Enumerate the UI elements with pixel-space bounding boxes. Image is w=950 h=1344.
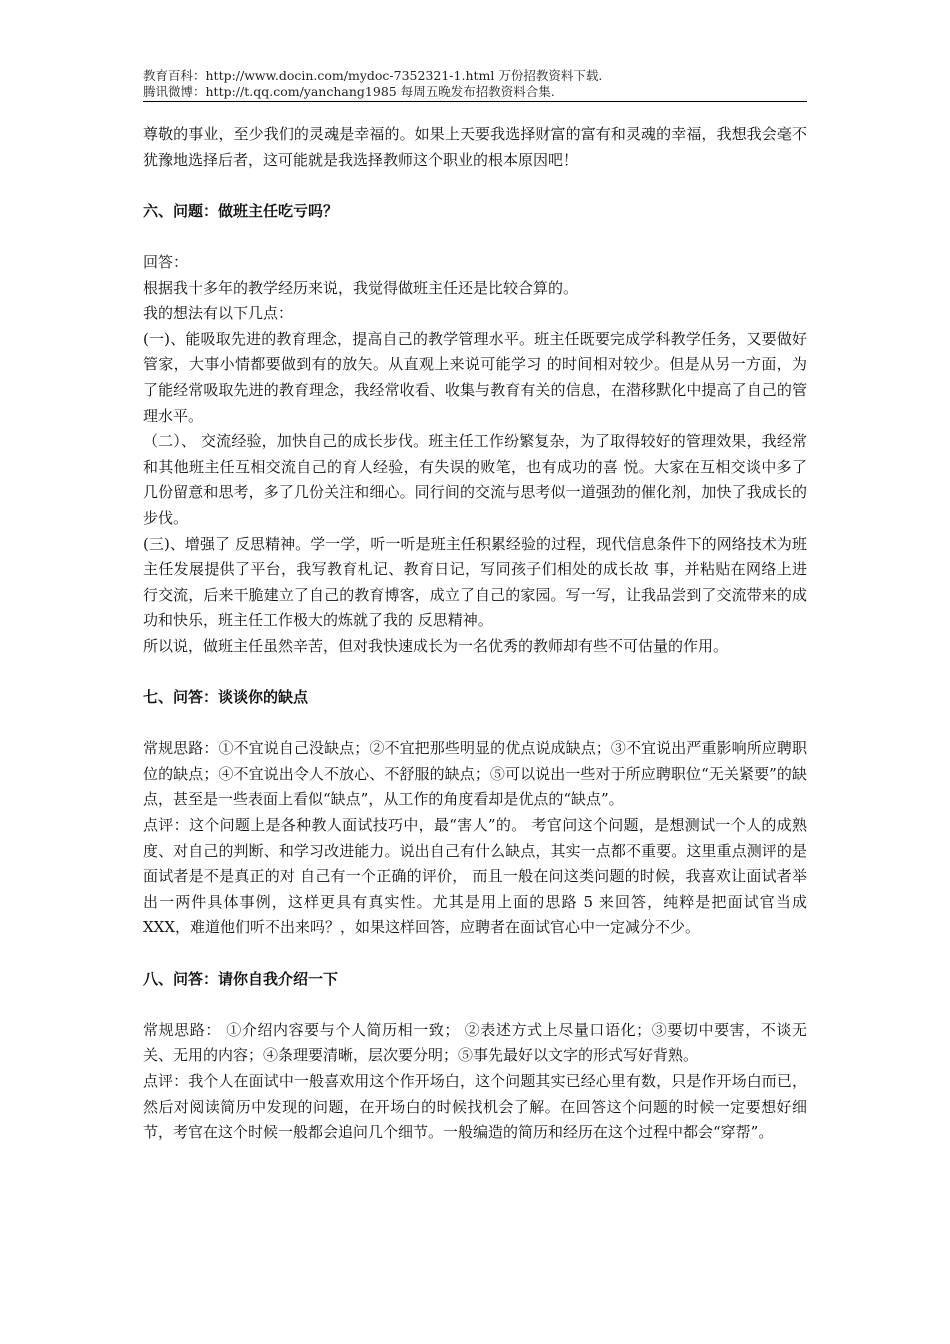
section6-answer-label: 回答： (143, 252, 189, 271)
section7-title: 七、问答：谈谈你的缺点 (143, 688, 309, 707)
section8-title: 八、问答：请你自我介绍一下 (143, 969, 339, 988)
section8-paragraph-2: 点评：我个人在面试中一般喜欢用这个作开场白，这个问题其实已经心里有数，只是作开场白而已，然后对阅读简历中发现的问题，在开场白的时候找机会了解。在回答这个问题的时候一定要想好细节，考官在这个时候一般都会追问几个细节。一般编造的简历和经历在这个过程中都会“穿帮”。 (143, 1071, 807, 1142)
section6-paragraph-2: 我的想法有以下几点： (143, 304, 294, 323)
section7-paragraph-2: 点评：这个问题上是各种教人面试技巧中，最“害人”的。 考官问这个问题，是想测试一个人的成熟度、对自己的判断、和学习改进能力。说出自己有什么缺点，其实一点都不重要。这里重点测评的是面试者是不是真正的对 自己有一个正确的评价， 而且一般在问这类问题的时候，我喜欢让面试者举出一两件具体事例，这样更具有真实性。尤其是用上面的思路 5 来回答，纯粹是把面试官当成 XXX，难道他们听不出来吗？，如果这样回答，应聘者在面试官心中一定减分不少。 (143, 816, 807, 937)
section8-paragraph-1: 常规思路： ①介绍内容要与个人简历相一致； ②表述方式上尽量口语化；③要切中要害，不谈无关、无用的内容；④条理要清晰，层次要分明；⑤事先最好以文字的形式写好背熟。 (143, 1020, 807, 1065)
spacer (143, 992, 807, 1018)
document-body (143, 122, 807, 1146)
section7-paragraph-1: 常规思路：①不宜说自己没缺点；②不宜把那些明显的优点说成缺点；③不宜说出严重影响所应聘职位的缺点；④不宜说出令人不放心、不舒服的缺点；⑤可以说出一些对于所应聘职位“无关紧要”的缺点，甚至是一些表面上看似“缺点”，从工作的角度看却是优点的“缺点”。 (143, 739, 807, 809)
header-line-docin: 教育百科：http://www.docin.com/mydoc-7352321-1.html 万份招教资料下载. (143, 68, 603, 83)
section6-paragraph-5: (三)、增强了 反思精神。学一学，听一听是班主任积累经验的过程，现代信息条件下的网络技术为班主任发展提供了平台，我写教育札记、教育日记，写同孩子们相处的成长故 事，并粘贴在网络上进行交流，后来干脆建立了自己的教育博客，成立了自己的家园。写一写，让我品尝到了交流带来的成功和快乐，班主任工作极大的炼就了我的 反思精神。 (143, 534, 807, 630)
spacer (143, 659, 807, 685)
spacer (143, 711, 807, 737)
section6-paragraph-6: 所以说，做班主任虽然辛苦，但对我快速成长为一名优秀的教师却有些不可估量的作用。 (143, 636, 729, 655)
section6-paragraph-3: (一)、能吸取先进的教育理念，提高自己的教学管理水平。班主任既要完成学科教学任务，又要做好管家，大事小情都要做到有的放矢。从直观上来说可能学习 的时间相对较少。但是从另一方面，为了能经常吸取先进的教育理念，我经常收看、收集与教育有关的信息，在潜移默化中提高了自己的管理水平。 (143, 329, 807, 425)
header-line-weibo: 腾讯微博：http://t.qq.com/yanchang1985 每周五晚发布招教资料合集. (143, 84, 555, 99)
header-divider (143, 101, 807, 102)
spacer (143, 224, 807, 250)
section6-paragraph-1: 根据我十多年的教学经历来说，我觉得做班主任还是比较合算的。 (143, 278, 579, 297)
spacer (143, 941, 807, 967)
spacer (143, 173, 807, 199)
section6-paragraph-4: （二）、 交流经验，加快自己的成长步伐。班主任工作纷繁复杂，为了取得较好的管理效果，我经常和其他班主任互相交流自己的育人经验，有失误的败笔，也有成功的喜 悦。大家在互相交谈中多了几份留意和思考，多了几份关注和细心。同行间的交流与思考似一道强劲的催化剂，加快了我成长的步伐。 (143, 432, 807, 527)
intro-paragraph: 尊敬的事业，至少我们的灵魂是幸福的。如果上天要我选择财富的富有和灵魂的幸福，我想我会毫不犹豫地选择后者，这可能就是我选择教师这个职业的根本原因吧！ (143, 125, 807, 169)
section6-title: 六、问题：做班主任吃亏吗？ (143, 201, 339, 220)
